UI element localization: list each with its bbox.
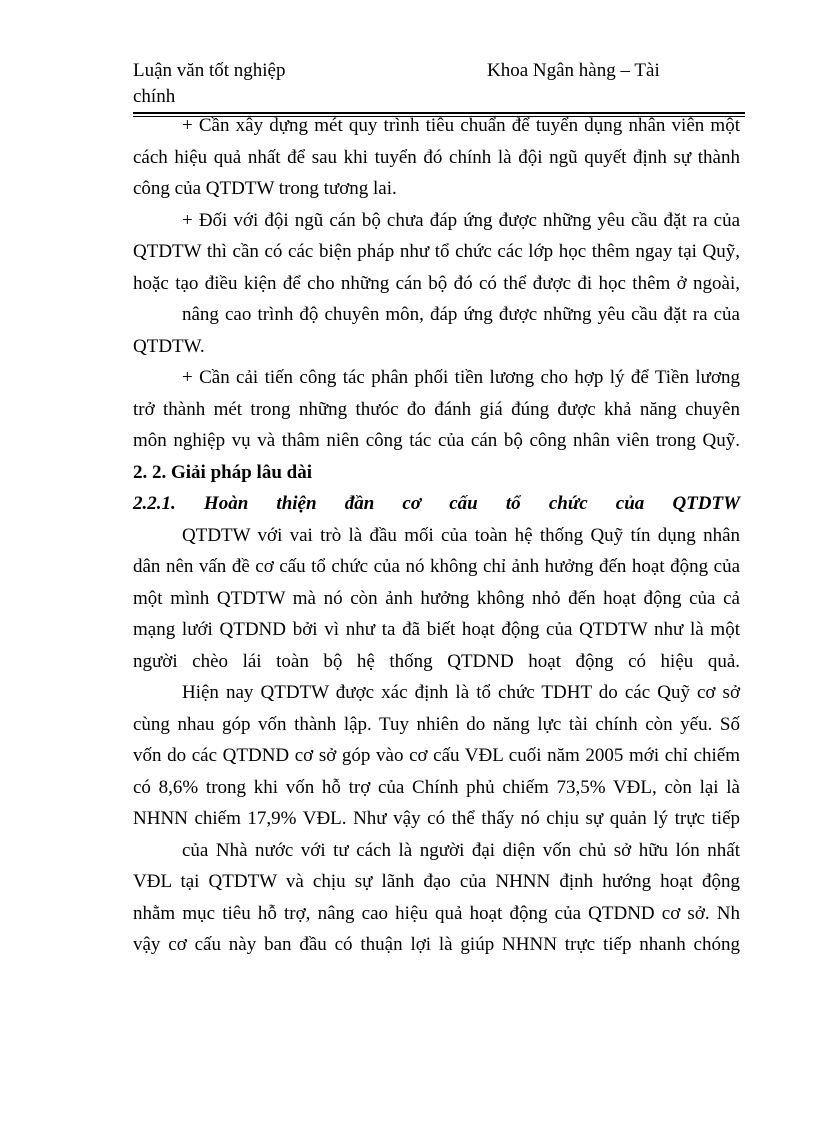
text-line: môn nghiệp vụ và thâm niên công tác của cán bộ công nhân viên trong Quỹ. xyxy=(133,430,740,451)
text-line: một mình QTDTW mà nó còn ảnh hưởng không nhỏ đến hoạt động của cả xyxy=(133,587,740,609)
text-line: vậy cơ cấu này ban đầu có thuận lợi là giúp NHNN trực tiếp nhanh chóng xyxy=(133,934,740,955)
text-line: VĐL tại QTDTW và chịu sự lãnh đạo của NHNN định hướng hoạt động xyxy=(133,871,740,892)
text-line: + Cần xây dựng mét quy trình tiêu chuẩn để tuyển dụng nhân viên một xyxy=(182,115,740,136)
text-line: người chèo lái toàn bộ hệ thống QTDND hoạt động có hiệu quả. xyxy=(133,650,740,672)
heading-line: 2. 2. Giải pháp lâu dài xyxy=(133,461,312,483)
text-line: trở thành mét trong những thưóc đo đánh giá đúng được khả năng chuyên xyxy=(133,398,740,420)
text-line: dân nên vấn đề cơ cấu tổ chức của nó không chỉ ảnh hưởng đến hoạt động của xyxy=(133,556,740,577)
text-line: + Cần cải tiến công tác phân phối tiền lương cho hợp lý để Tiền lương xyxy=(182,367,740,388)
text-line: nhằm mục tiêu hỗ trợ, nâng cao hiệu quả hoạt động của QTDND cơ sở. Nh xyxy=(133,902,740,924)
text-line: nâng cao trình độ chuyên môn, đáp ứng được những yêu cầu đặt ra của xyxy=(182,304,740,325)
header-line-2 xyxy=(133,84,745,110)
header-line-1 xyxy=(133,58,745,84)
text-line: của Nhà nước với tư cách là người đại diện vốn chủ sở hữu lón nhất xyxy=(182,839,740,861)
text-line: QTDTW. xyxy=(133,335,205,357)
text-line: NHNN chiếm 17,9% VĐL. Như vậy có thể thấy nó chịu sự quản lý trực tiếp xyxy=(133,808,740,829)
text-line: cách hiệu quả nhất để sau khi tuyển đó chính là đội ngũ quyết định sự thành xyxy=(133,146,740,168)
text-line: vốn do các QTDND cơ sở góp vào cơ cấu VĐL cuối năm 2005 mới chỉ chiếm xyxy=(133,745,740,766)
header-left-text: Luận văn tốt nghiệp xyxy=(133,60,286,81)
text-line: cùng nhau góp vốn thành lập. Tuy nhiên do năng lực tài chính còn yếu. Số xyxy=(133,713,740,735)
header-left-text-continued: chính xyxy=(133,86,176,107)
text-line: QTDTW với vai trò là đầu mối của toàn hệ thống Quỹ tín dụng nhân xyxy=(182,524,740,546)
text-line: mạng lưới QTDND bởi vì như ta đã biết hoạt động của QTDTW như là một xyxy=(133,619,740,640)
text-line: công của QTDTW trong tương lai. xyxy=(133,178,397,199)
document-body xyxy=(133,110,740,961)
heading-line: 2.2.1. Hoàn thiện đần cơ cấu tổ chức của QTDTW xyxy=(133,493,740,514)
page-header xyxy=(133,58,745,117)
header-right-text: Khoa Ngân hàng – Tài xyxy=(487,60,660,81)
text-line: hoặc tạo điều kiện để cho những cán bộ đó có thể được đi học thêm ở ngoài, xyxy=(133,272,740,294)
text-line: QTDTW thì cần có các biện pháp như tổ chức các lớp học thêm ngay tại Quỹ, xyxy=(133,241,740,262)
text-line: + Đối với đội ngũ cán bộ chưa đáp ứng được những yêu cầu đặt ra của xyxy=(182,209,740,231)
text-line: có 8,6% trong khi vốn hỗ trợ của Chính phủ chiếm 73,5% VĐL, còn lại là xyxy=(133,776,740,798)
text-line: Hiện nay QTDTW được xác định là tổ chức TDHT do các Quỹ cơ sở xyxy=(182,682,740,703)
